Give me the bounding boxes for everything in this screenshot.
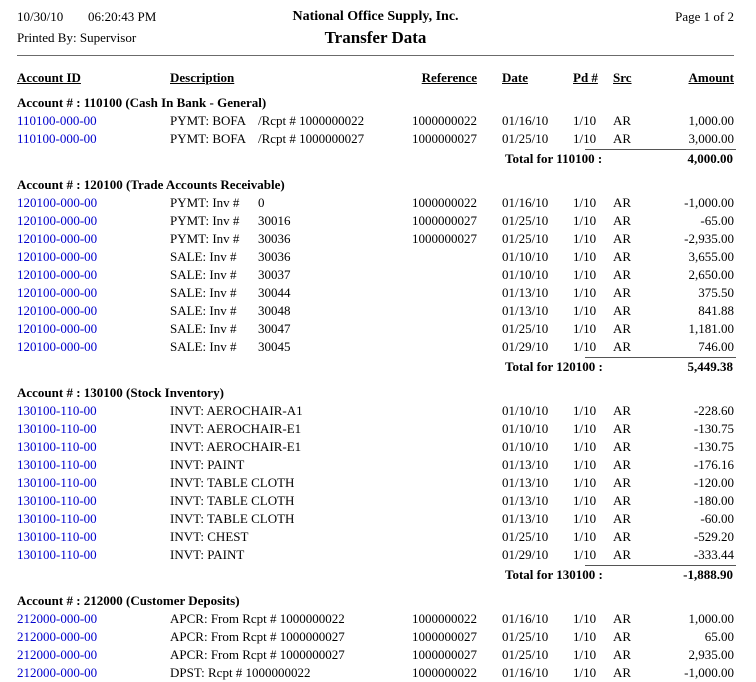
reference-cell xyxy=(398,338,477,356)
pd-cell: 1/10 xyxy=(573,403,597,418)
pd-cell: 1/10 xyxy=(573,439,597,454)
section-heading: Account # : 120100 (Trade Accounts Receivable) xyxy=(17,177,285,192)
reference-cell: 1000000022 xyxy=(412,195,477,210)
table-row xyxy=(17,492,734,510)
amount-cell: 1,000.00 xyxy=(688,611,734,626)
description-cell xyxy=(170,456,398,474)
column-header-row xyxy=(17,69,734,87)
print-time: 06:20:43 PM xyxy=(88,9,157,24)
src-cell: AR xyxy=(613,321,632,336)
description-cell xyxy=(170,284,398,302)
account-id-link[interactable]: 120100-000-00 xyxy=(17,195,98,210)
pd-cell: 1/10 xyxy=(573,511,597,526)
amount-cell: 3,000.00 xyxy=(688,131,734,146)
pd-cell: 1/10 xyxy=(573,529,597,544)
reference-cell xyxy=(398,492,477,510)
column-header-description: Description xyxy=(170,70,235,85)
desc-value: 30036 xyxy=(258,231,291,246)
amount-cell: 375.50 xyxy=(698,285,734,300)
table-row xyxy=(17,438,734,456)
amount-cell: -65.00 xyxy=(700,213,734,228)
account-id-link[interactable]: 110100-000-00 xyxy=(17,113,97,128)
table-row xyxy=(17,420,734,438)
date-cell: 01/13/10 xyxy=(502,511,549,526)
pd-cell: 1/10 xyxy=(573,629,597,644)
section-block xyxy=(17,176,734,377)
date-cell: 01/13/10 xyxy=(502,285,549,300)
account-id-link[interactable]: 212000-000-00 xyxy=(17,611,98,626)
amount-cell: -180.00 xyxy=(693,493,734,508)
amount-cell: -529.20 xyxy=(693,529,734,544)
description-cell xyxy=(170,320,398,338)
pd-cell: 1/10 xyxy=(573,267,597,282)
account-id-link[interactable]: 130100-110-00 xyxy=(17,493,97,508)
src-cell: AR xyxy=(613,339,632,354)
desc-label: APCR: From Rcpt # 1000000027 xyxy=(170,647,345,662)
desc-label: INVT: TABLE CLOTH xyxy=(170,493,295,508)
table-row xyxy=(17,546,734,564)
section-rows xyxy=(17,610,734,682)
reference-cell xyxy=(398,456,477,474)
date-cell: 01/13/10 xyxy=(502,457,549,472)
desc-label: PYMT: BOFA xyxy=(170,131,247,146)
amount-cell: 1,181.00 xyxy=(688,321,734,336)
desc-label: PYMT: Inv # xyxy=(170,195,240,210)
date-cell: 01/29/10 xyxy=(502,547,549,562)
account-id-link[interactable]: 120100-000-00 xyxy=(17,267,98,282)
pd-cell: 1/10 xyxy=(573,303,597,318)
pd-cell: 1/10 xyxy=(573,547,597,562)
desc-label: APCR: From Rcpt # 1000000022 xyxy=(170,611,345,626)
reference-cell xyxy=(398,546,477,564)
pd-cell: 1/10 xyxy=(573,195,597,210)
amount-cell: 65.00 xyxy=(704,629,734,644)
description-cell xyxy=(170,510,398,528)
src-cell: AR xyxy=(613,131,632,146)
total-overline xyxy=(585,565,736,566)
desc-label: INVT: TABLE CLOTH xyxy=(170,511,295,526)
description-cell xyxy=(170,628,398,646)
date-cell: 01/13/10 xyxy=(502,493,549,508)
date-cell: 01/10/10 xyxy=(502,249,549,264)
date-cell: 01/29/10 xyxy=(502,339,549,354)
description-cell xyxy=(170,130,398,148)
date-cell: 01/10/10 xyxy=(502,267,549,282)
description-cell xyxy=(170,420,398,438)
pd-cell: 1/10 xyxy=(573,611,597,626)
total-label: Total for 110100 : xyxy=(505,151,603,166)
date-cell: 01/16/10 xyxy=(502,665,549,680)
account-id-link[interactable]: 120100-000-00 xyxy=(17,231,98,246)
desc-label: INVT: TABLE CLOTH xyxy=(170,475,295,490)
date-cell: 01/25/10 xyxy=(502,131,549,146)
table-row xyxy=(17,338,734,356)
section-rows xyxy=(17,194,734,356)
amount-cell: -1,000.00 xyxy=(684,195,734,210)
pd-cell: 1/10 xyxy=(573,647,597,662)
reference-cell xyxy=(398,420,477,438)
reference-cell: 1000000022 xyxy=(412,665,477,680)
table-row xyxy=(17,528,734,546)
description-cell xyxy=(170,528,398,546)
pd-cell: 1/10 xyxy=(573,249,597,264)
amount-cell: -130.75 xyxy=(693,439,734,454)
reference-cell xyxy=(398,402,477,420)
section-rows xyxy=(17,112,734,148)
column-header-pd: Pd # xyxy=(573,70,598,85)
desc-label: INVT: CHEST xyxy=(170,529,249,544)
amount-cell: -228.60 xyxy=(693,403,734,418)
src-cell: AR xyxy=(613,113,632,128)
amount-cell: -176.16 xyxy=(693,457,734,472)
desc-value: 30016 xyxy=(258,213,291,228)
src-cell: AR xyxy=(613,195,632,210)
src-cell: AR xyxy=(613,547,632,562)
reference-cell: 1000000027 xyxy=(412,131,477,146)
printed-by: Printed By: Supervisor xyxy=(17,30,137,45)
account-id-link[interactable]: 120100-000-00 xyxy=(17,285,98,300)
pd-cell: 1/10 xyxy=(573,213,597,228)
report-title: Transfer Data xyxy=(324,28,427,47)
date-cell: 01/25/10 xyxy=(502,647,549,662)
amount-cell: 2,935.00 xyxy=(688,647,734,662)
pd-cell: 1/10 xyxy=(573,493,597,508)
section-total-row xyxy=(17,356,734,377)
report-header-line1 xyxy=(17,9,734,27)
src-cell: AR xyxy=(613,457,632,472)
description-cell xyxy=(170,302,398,320)
section-rows xyxy=(17,402,734,564)
date-cell: 01/16/10 xyxy=(502,195,549,210)
description-cell xyxy=(170,474,398,492)
date-cell: 01/10/10 xyxy=(502,421,549,436)
date-cell: 01/25/10 xyxy=(502,629,549,644)
section-total-row xyxy=(17,148,734,169)
report-header-line2 xyxy=(17,27,734,49)
pd-cell: 1/10 xyxy=(573,113,597,128)
desc-value: 30048 xyxy=(258,303,291,318)
reference-cell xyxy=(398,474,477,492)
src-cell: AR xyxy=(613,267,632,282)
description-cell xyxy=(170,194,398,212)
date-cell: 01/25/10 xyxy=(502,231,549,246)
total-label: Total for 130100 : xyxy=(505,567,603,582)
table-row xyxy=(17,402,734,420)
description-cell xyxy=(170,492,398,510)
desc-label: PYMT: BOFA xyxy=(170,113,247,128)
reference-cell: 1000000022 xyxy=(412,611,477,626)
description-cell xyxy=(170,646,398,664)
src-cell: AR xyxy=(613,611,632,626)
company-name: National Office Supply, Inc. xyxy=(292,9,459,24)
column-header-date: Date xyxy=(502,70,528,85)
account-id-link[interactable]: 110100-000-00 xyxy=(17,131,97,146)
table-row xyxy=(17,266,734,284)
src-cell: AR xyxy=(613,285,632,300)
account-id-link[interactable]: 120100-000-00 xyxy=(17,303,98,318)
pd-cell: 1/10 xyxy=(573,421,597,436)
amount-cell: 1,000.00 xyxy=(688,113,734,128)
section-total-row xyxy=(17,564,734,585)
src-cell: AR xyxy=(613,439,632,454)
pd-cell: 1/10 xyxy=(573,321,597,336)
table-row xyxy=(17,646,734,664)
src-cell: AR xyxy=(613,647,632,662)
table-row xyxy=(17,320,734,338)
amount-cell: 841.88 xyxy=(698,303,734,318)
column-header-account: Account ID xyxy=(17,70,81,85)
amount-cell: 746.00 xyxy=(698,339,734,354)
pd-cell: 1/10 xyxy=(573,285,597,300)
src-cell: AR xyxy=(613,493,632,508)
table-row xyxy=(17,628,734,646)
account-id-link[interactable]: 212000-000-00 xyxy=(17,629,98,644)
account-id-link[interactable]: 130100-110-00 xyxy=(17,475,97,490)
desc-label: SALE: Inv # xyxy=(170,267,237,282)
amount-cell: -130.75 xyxy=(693,421,734,436)
date-cell: 01/10/10 xyxy=(502,439,549,454)
table-row xyxy=(17,194,734,212)
reference-cell: 1000000027 xyxy=(412,647,477,662)
pd-cell: 1/10 xyxy=(573,231,597,246)
description-cell xyxy=(170,266,398,284)
reference-cell xyxy=(398,284,477,302)
src-cell: AR xyxy=(613,213,632,228)
pd-cell: 1/10 xyxy=(573,131,597,146)
table-row xyxy=(17,474,734,492)
column-header-src: Src xyxy=(613,70,632,85)
date-cell: 01/10/10 xyxy=(502,403,549,418)
desc-label: PYMT: Inv # xyxy=(170,213,240,228)
description-cell xyxy=(170,248,398,266)
description-cell xyxy=(170,610,398,628)
total-amount: 5,449.38 xyxy=(687,359,733,374)
desc-value: 30036 xyxy=(258,249,291,264)
pd-cell: 1/10 xyxy=(573,339,597,354)
date-cell: 01/25/10 xyxy=(502,529,549,544)
src-cell: AR xyxy=(613,421,632,436)
pd-cell: 1/10 xyxy=(573,665,597,680)
account-id-link[interactable]: 120100-000-00 xyxy=(17,339,98,354)
desc-label: SALE: Inv # xyxy=(170,249,237,264)
src-cell: AR xyxy=(613,475,632,490)
desc-label: INVT: AEROCHAIR-E1 xyxy=(170,421,302,436)
desc-value: 0 xyxy=(258,195,265,210)
table-row xyxy=(17,112,734,130)
section-heading: Account # : 212000 (Customer Deposits) xyxy=(17,593,240,608)
desc-label: SALE: Inv # xyxy=(170,303,237,318)
section-block xyxy=(17,384,734,585)
table-row xyxy=(17,510,734,528)
table-row xyxy=(17,284,734,302)
total-label: Total for 120100 : xyxy=(505,359,603,374)
total-amount: 4,000.00 xyxy=(687,151,733,166)
total-overline xyxy=(585,357,736,358)
desc-label: INVT: AEROCHAIR-E1 xyxy=(170,439,302,454)
pd-cell: 1/10 xyxy=(573,475,597,490)
src-cell: AR xyxy=(613,249,632,264)
src-cell: AR xyxy=(613,303,632,318)
amount-cell: -120.00 xyxy=(693,475,734,490)
date-cell: 01/16/10 xyxy=(502,113,549,128)
column-header-reference: Reference xyxy=(421,70,477,85)
reference-cell xyxy=(398,302,477,320)
desc-value: /Rcpt # 1000000027 xyxy=(258,131,365,146)
reference-cell: 1000000022 xyxy=(412,113,477,128)
account-id-link[interactable]: 212000-000-00 xyxy=(17,665,98,680)
desc-value: 30047 xyxy=(258,321,291,336)
desc-value: 30045 xyxy=(258,339,291,354)
section-block xyxy=(17,592,734,682)
account-id-link[interactable]: 120100-000-00 xyxy=(17,213,98,228)
account-id-link[interactable]: 130100-110-00 xyxy=(17,529,97,544)
description-cell xyxy=(170,402,398,420)
date-cell: 01/16/10 xyxy=(502,611,549,626)
reference-cell xyxy=(398,248,477,266)
reference-cell xyxy=(398,320,477,338)
date-cell: 01/13/10 xyxy=(502,303,549,318)
description-cell xyxy=(170,438,398,456)
account-id-link[interactable]: 120100-000-00 xyxy=(17,321,98,336)
desc-label: SALE: Inv # xyxy=(170,321,237,336)
src-cell: AR xyxy=(613,529,632,544)
description-cell xyxy=(170,546,398,564)
desc-label: PYMT: Inv # xyxy=(170,231,240,246)
report-body xyxy=(17,94,734,682)
src-cell: AR xyxy=(613,629,632,644)
description-cell xyxy=(170,664,398,682)
pd-cell: 1/10 xyxy=(573,457,597,472)
total-amount: -1,888.90 xyxy=(683,567,733,582)
account-id-link[interactable]: 130100-110-00 xyxy=(17,511,97,526)
description-cell xyxy=(170,212,398,230)
section-heading: Account # : 110100 (Cash In Bank - General) xyxy=(17,95,267,110)
account-id-link[interactable]: 212000-000-00 xyxy=(17,647,98,662)
table-row xyxy=(17,456,734,474)
reference-cell xyxy=(398,266,477,284)
table-row xyxy=(17,130,734,148)
desc-label: INVT: PAINT xyxy=(170,457,245,472)
amount-cell: -2,935.00 xyxy=(684,231,734,246)
account-id-link[interactable]: 130100-110-00 xyxy=(17,439,97,454)
src-cell: AR xyxy=(613,665,632,680)
desc-label: DPST: Rcpt # 1000000022 xyxy=(170,665,311,680)
account-id-link[interactable]: 130100-110-00 xyxy=(17,403,97,418)
table-row xyxy=(17,664,734,682)
desc-value: /Rcpt # 1000000022 xyxy=(258,113,365,128)
reference-cell xyxy=(398,438,477,456)
column-header-amount: Amount xyxy=(688,70,734,85)
desc-label: SALE: Inv # xyxy=(170,339,237,354)
src-cell: AR xyxy=(613,231,632,246)
amount-cell: -60.00 xyxy=(700,511,734,526)
header-divider xyxy=(17,55,734,56)
amount-cell: -333.44 xyxy=(693,547,734,562)
print-date: 10/30/10 xyxy=(17,9,64,24)
account-id-link[interactable]: 130100-110-00 xyxy=(17,421,97,436)
desc-value: 30037 xyxy=(258,267,291,282)
description-cell xyxy=(170,112,398,130)
date-cell: 01/25/10 xyxy=(502,213,549,228)
reference-cell xyxy=(398,510,477,528)
src-cell: AR xyxy=(613,511,632,526)
description-cell xyxy=(170,230,398,248)
total-overline xyxy=(585,149,736,150)
amount-cell: 3,655.00 xyxy=(688,249,734,264)
amount-cell: -1,000.00 xyxy=(684,665,734,680)
date-cell: 01/25/10 xyxy=(502,321,549,336)
src-cell: AR xyxy=(613,403,632,418)
reference-cell: 1000000027 xyxy=(412,629,477,644)
section-heading: Account # : 130100 (Stock Inventory) xyxy=(17,385,224,400)
table-row xyxy=(17,212,734,230)
page-indicator: Page 1 of 2 xyxy=(675,9,734,24)
report-page xyxy=(0,9,756,682)
table-row xyxy=(17,610,734,628)
desc-label: INVT: PAINT xyxy=(170,547,245,562)
desc-value: 30044 xyxy=(258,285,291,300)
desc-label: INVT: AEROCHAIR-A1 xyxy=(170,403,303,418)
description-cell xyxy=(170,338,398,356)
account-id-link[interactable]: 130100-110-00 xyxy=(17,547,97,562)
section-block xyxy=(17,94,734,169)
desc-label: APCR: From Rcpt # 1000000027 xyxy=(170,629,345,644)
reference-cell xyxy=(398,528,477,546)
table-row xyxy=(17,248,734,266)
account-id-link[interactable]: 130100-110-00 xyxy=(17,457,97,472)
reference-cell: 1000000027 xyxy=(412,231,477,246)
table-row xyxy=(17,230,734,248)
desc-label: SALE: Inv # xyxy=(170,285,237,300)
reference-cell: 1000000027 xyxy=(412,213,477,228)
amount-cell: 2,650.00 xyxy=(688,267,734,282)
account-id-link[interactable]: 120100-000-00 xyxy=(17,249,98,264)
table-row xyxy=(17,302,734,320)
date-cell: 01/13/10 xyxy=(502,475,549,490)
